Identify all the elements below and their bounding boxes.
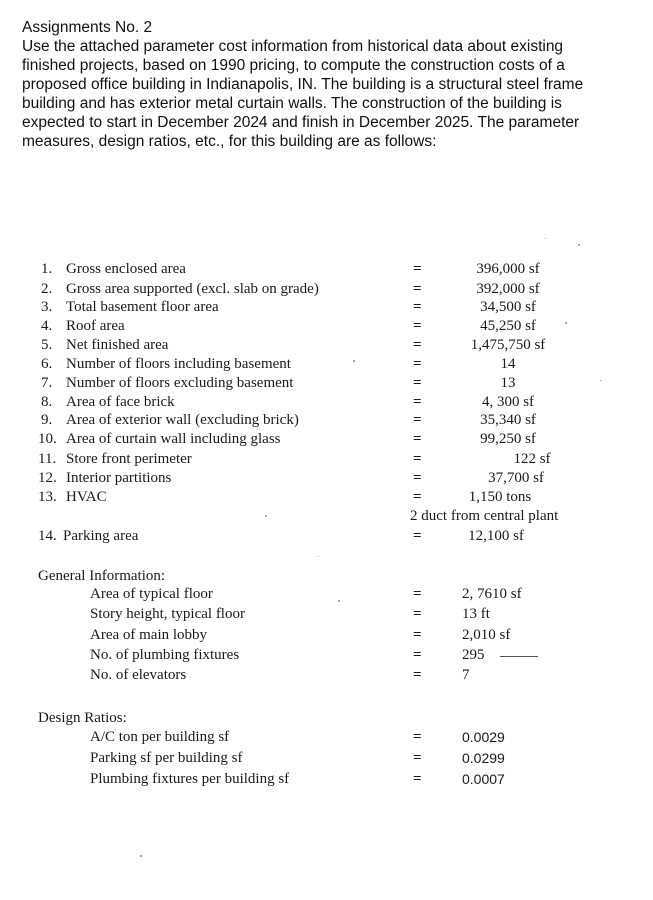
parameter-value: 13 [500,375,516,391]
parameter-row [0,430,653,450]
general-info-row [0,626,653,646]
general-info-label: Story height, typical floor [90,606,245,622]
parameter-label: Gross area supported (excl. slab on grade) [66,281,319,297]
parameter-row [0,298,653,318]
assignment-intro [22,18,642,151]
scan-speck [338,600,340,602]
parameter-row [0,450,653,470]
parameter-row [0,469,653,489]
parameter-label: Area of exterior wall (excluding brick) [66,412,299,428]
parameter-value: 99,250 sf [480,431,536,447]
hvac-note-row [0,507,653,527]
equals-sign: = [413,627,422,643]
parameter-number: 6. [41,356,53,372]
general-info-label: No. of plumbing fixtures [90,647,240,663]
parameter-label: Interior partitions [66,470,172,486]
equals-sign: = [413,771,422,787]
design-ratios-heading-row [0,709,653,729]
parameter-row [0,393,653,413]
parameter-number: 1. [41,261,53,277]
intro-line: finished projects, based on 1990 pricing, to compute the construction costs of a [22,57,565,74]
equals-sign: = [413,729,422,745]
parameter-value: 392,000 sf [476,281,540,297]
general-info-label: Area of typical floor [90,586,213,602]
intro-line: building and has exterior metal curtain walls. The construction of the building is [22,95,562,112]
design-ratios-title: Design Ratios: [38,710,127,726]
general-info-label: No. of elevators [90,667,187,683]
parameter-label: Parking area [63,528,139,544]
general-info-value: 7 [462,667,470,683]
assignment-title: Assignments No. 2 [22,19,153,36]
parameter-value: 45,250 sf [480,318,536,334]
equals-sign: = [413,356,422,372]
parameter-value: 122 sf [513,451,551,467]
general-info-row [0,666,653,686]
parameter-value: 34,500 sf [480,299,536,315]
parameter-row [0,260,653,280]
intro-line: proposed office building in Indianapolis, IN. The building is a structural steel frame [22,76,584,93]
parameter-value: 4, 300 sf [481,394,535,410]
equals-sign: = [413,412,422,428]
parameter-label: Area of curtain wall including glass [66,431,281,447]
design-ratio-row [0,770,653,790]
parameter-value: 1,475,750 sf [470,337,546,353]
parameter-label: Net finished area [66,337,169,353]
parameter-row [0,317,653,337]
parameter-number: 5. [41,337,53,353]
parameter-value: 14 [500,356,516,372]
equals-sign: = [413,394,422,410]
parameter-number: 10. [38,431,57,447]
parameter-row [0,280,653,300]
parameter-number: 8. [41,394,53,410]
equals-sign: = [413,337,422,353]
general-info-heading-row [0,567,653,587]
parameter-row [0,355,653,375]
design-ratio-row [0,728,653,748]
hvac-note: 2 duct from central plant [410,508,559,524]
design-ratio-value: 0.0029 [462,729,505,745]
parameter-label: Store front perimeter [66,451,192,467]
parameter-number: 4. [41,318,53,334]
scan-speck [600,380,601,381]
scan-speck [140,855,142,857]
design-ratio-value: 0.0299 [462,750,505,766]
intro-line: expected to start in December 2024 and finish in December 2025. The parameter [22,114,580,131]
parameter-row [0,488,653,508]
equals-sign: = [413,667,422,683]
parameter-label: Number of floors including basement [66,356,291,372]
parameter-value: 1,150 tons [468,489,532,505]
parameter-number: 9. [41,412,53,428]
equals-sign: = [413,647,422,663]
general-info-title: General Information: [38,568,166,584]
equals-sign: = [413,489,422,505]
parameter-label: Area of face brick [66,394,175,410]
parameter-row-parking [0,527,653,547]
scan-speck [353,360,355,362]
equals-sign: = [413,281,422,297]
equals-sign: = [413,261,422,277]
design-ratio-row [0,749,653,769]
parameter-number: 2. [41,281,53,297]
scan-speck [545,238,546,239]
equals-sign: = [413,431,422,447]
general-info-value: 2,010 sf [462,627,511,643]
equals-sign: = [413,470,422,486]
equals-sign: = [413,586,422,602]
equals-sign: = [413,318,422,334]
general-info-value: 295 [462,647,485,663]
parameter-value: 37,700 sf [488,470,544,486]
scan-speck [265,515,267,517]
parameter-label: Roof area [66,318,125,334]
parameter-label: Gross enclosed area [66,261,186,277]
design-ratio-label: Parking sf per building sf [90,750,243,766]
equals-sign: = [413,451,422,467]
parameter-label: Total basement floor area [66,299,219,315]
intro-line: measures, design ratios, etc., for this building are as follows: [22,133,437,150]
scan-speck [565,322,567,324]
parameter-value: 12,100 sf [468,528,524,544]
underline-dash [500,656,538,657]
parameter-number: 14. [38,528,57,544]
general-info-row [0,585,653,605]
general-info-row [0,605,653,625]
parameter-row [0,374,653,394]
general-info-row [0,646,653,666]
equals-sign: = [413,606,422,622]
general-info-value: 13 ft [462,606,490,622]
parameter-number: 7. [41,375,53,391]
intro-line: Use the attached parameter cost information from historical data about existing [22,38,564,55]
design-ratio-label: A/C ton per building sf [90,729,230,745]
parameter-value: 396,000 sf [476,261,540,277]
equals-sign: = [413,299,422,315]
parameter-value: 35,340 sf [480,412,536,428]
design-ratio-value: 0.0007 [462,771,505,787]
parameter-row [0,336,653,356]
general-info-value: 2, 7610 sf [462,586,522,602]
scan-speck [318,556,319,557]
scan-speck [578,244,580,246]
parameter-number: 3. [41,299,53,315]
equals-sign: = [413,375,422,391]
equals-sign: = [413,750,422,766]
parameter-label: Number of floors excluding basement [66,375,294,391]
parameter-number: 12. [38,470,57,486]
parameter-number: 11. [38,451,57,467]
equals-sign: = [413,528,422,544]
general-info-label: Area of main lobby [90,627,208,643]
parameter-number: 13. [38,489,57,505]
parameter-row [0,411,653,431]
design-ratio-label: Plumbing fixtures per building sf [90,771,290,787]
parameter-label: HVAC [66,489,107,505]
